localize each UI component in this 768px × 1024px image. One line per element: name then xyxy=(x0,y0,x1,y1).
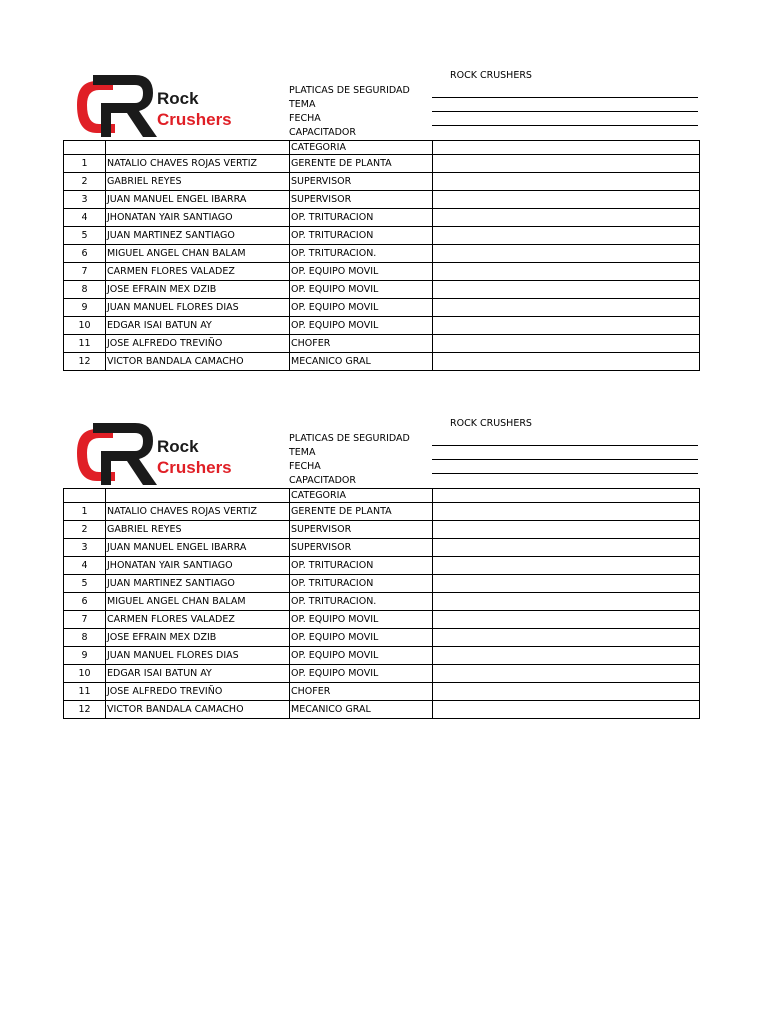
company-name: ROCK CRUSHERS xyxy=(450,70,532,81)
capacitador-label: CAPACITADOR xyxy=(289,475,356,486)
attendance-table xyxy=(63,140,700,371)
signature-cell[interactable] xyxy=(433,209,700,227)
employee-name: VICTOR BANDALA CAMACHO xyxy=(106,701,290,719)
employee-name: JHONATAN YAIR SANTIAGO xyxy=(106,209,290,227)
row-number: 11 xyxy=(64,335,106,353)
signature-cell[interactable] xyxy=(433,263,700,281)
table-header-row xyxy=(64,489,700,503)
fecha-line[interactable] xyxy=(432,125,698,126)
tema-label: TEMA xyxy=(289,447,316,458)
signature-cell[interactable] xyxy=(433,701,700,719)
tema-label: TEMA xyxy=(289,99,316,110)
employee-category: MECANICO GRAL xyxy=(290,701,433,719)
table-row xyxy=(64,245,700,263)
fecha-label: FECHA xyxy=(289,113,321,124)
employee-name: NATALIO CHAVES ROJAS VERTIZ xyxy=(106,155,290,173)
employee-name: GABRIEL REYES xyxy=(106,173,290,191)
employee-name: JHONATAN YAIR SANTIAGO xyxy=(106,557,290,575)
logo-word-crushers: Crushers xyxy=(157,458,232,477)
employee-name: CARMEN FLORES VALADEZ xyxy=(106,263,290,281)
table-row xyxy=(64,503,700,521)
row-number: 2 xyxy=(64,173,106,191)
table-row xyxy=(64,539,700,557)
employee-category: OP. EQUIPO MOVIL xyxy=(290,665,433,683)
logo-word-rock: Rock xyxy=(157,437,199,456)
signature-cell[interactable] xyxy=(433,353,700,371)
table-row xyxy=(64,701,700,719)
employee-name: JOSE EFRAIN MEX DZIB xyxy=(106,629,290,647)
table-row xyxy=(64,575,700,593)
row-number: 8 xyxy=(64,281,106,299)
row-number: 5 xyxy=(64,575,106,593)
row-number: 7 xyxy=(64,263,106,281)
signature-cell[interactable] xyxy=(433,629,700,647)
employee-category: SUPERVISOR xyxy=(290,539,433,557)
company-name: ROCK CRUSHERS xyxy=(450,418,532,429)
employee-category: OP. EQUIPO MOVIL xyxy=(290,299,433,317)
row-number: 5 xyxy=(64,227,106,245)
table-row xyxy=(64,683,700,701)
employee-name: CARMEN FLORES VALADEZ xyxy=(106,611,290,629)
table-row xyxy=(64,299,700,317)
tema-line[interactable] xyxy=(432,111,698,112)
table-row xyxy=(64,665,700,683)
tema-line[interactable] xyxy=(432,459,698,460)
signature-header-cell xyxy=(433,489,700,503)
employee-name: JOSE ALFREDO TREVIÑO xyxy=(106,335,290,353)
row-number: 4 xyxy=(64,557,106,575)
table-row xyxy=(64,263,700,281)
employee-name: MIGUEL ANGEL CHAN BALAM xyxy=(106,245,290,263)
table-row xyxy=(64,611,700,629)
platicas-label: PLATICAS DE SEGURIDAD xyxy=(289,85,410,96)
platicas-line[interactable] xyxy=(432,97,698,98)
row-number: 3 xyxy=(64,191,106,209)
platicas-line[interactable] xyxy=(432,445,698,446)
row-number: 6 xyxy=(64,245,106,263)
table-row xyxy=(64,593,700,611)
employee-name: MIGUEL ANGEL CHAN BALAM xyxy=(106,593,290,611)
table-row xyxy=(64,647,700,665)
signature-cell[interactable] xyxy=(433,539,700,557)
row-number: 2 xyxy=(64,521,106,539)
employee-name: JUAN MANUEL FLORES DIAS xyxy=(106,647,290,665)
signature-cell[interactable] xyxy=(433,683,700,701)
employee-name: NATALIO CHAVES ROJAS VERTIZ xyxy=(106,503,290,521)
signature-cell[interactable] xyxy=(433,155,700,173)
signature-cell[interactable] xyxy=(433,503,700,521)
row-number: 4 xyxy=(64,209,106,227)
logo-r-mark xyxy=(93,75,157,137)
employee-name: JUAN MANUEL ENGEL IBARRA xyxy=(106,191,290,209)
employee-name: JUAN MANUEL ENGEL IBARRA xyxy=(106,539,290,557)
employee-category: SUPERVISOR xyxy=(290,521,433,539)
row-number: 9 xyxy=(64,299,106,317)
table-header-row xyxy=(64,141,700,155)
signature-cell[interactable] xyxy=(433,227,700,245)
employee-category: OP. EQUIPO MOVIL xyxy=(290,263,433,281)
signature-cell[interactable] xyxy=(433,665,700,683)
employee-name: EDGAR ISAI BATUN AY xyxy=(106,317,290,335)
employee-name: JUAN MARTINEZ SANTIAGO xyxy=(106,227,290,245)
signature-cell[interactable] xyxy=(433,335,700,353)
table-row xyxy=(64,209,700,227)
row-number: 7 xyxy=(64,611,106,629)
table-row xyxy=(64,281,700,299)
employee-name: JUAN MARTINEZ SANTIAGO xyxy=(106,575,290,593)
platicas-label: PLATICAS DE SEGURIDAD xyxy=(289,433,410,444)
employee-category: OP. TRITURACION xyxy=(290,209,433,227)
rock-crushers-logo xyxy=(73,75,243,139)
signature-cell[interactable] xyxy=(433,317,700,335)
row-number: 12 xyxy=(64,701,106,719)
category-header-cell: CATEGORIA xyxy=(290,489,433,503)
employee-category: OP. TRITURACION xyxy=(290,575,433,593)
employee-name: EDGAR ISAI BATUN AY xyxy=(106,665,290,683)
signature-cell[interactable] xyxy=(433,647,700,665)
employee-category: OP. TRITURACION xyxy=(290,557,433,575)
employee-category: OP. EQUIPO MOVIL xyxy=(290,629,433,647)
employee-category: SUPERVISOR xyxy=(290,191,433,209)
employee-category: OP. EQUIPO MOVIL xyxy=(290,647,433,665)
table-row xyxy=(64,191,700,209)
logo-r-mark xyxy=(93,423,157,485)
employee-name: JOSE ALFREDO TREVIÑO xyxy=(106,683,290,701)
row-number: 3 xyxy=(64,539,106,557)
attendance-table xyxy=(63,488,700,719)
signature-cell[interactable] xyxy=(433,557,700,575)
signature-cell[interactable] xyxy=(433,245,700,263)
signature-header-cell xyxy=(433,141,700,155)
form-labels xyxy=(289,84,410,140)
table-row xyxy=(64,155,700,173)
table-row xyxy=(64,173,700,191)
signature-cell[interactable] xyxy=(433,191,700,209)
fecha-label: FECHA xyxy=(289,461,321,472)
signature-cell[interactable] xyxy=(433,299,700,317)
table-row xyxy=(64,353,700,371)
row-number: 11 xyxy=(64,683,106,701)
row-number: 10 xyxy=(64,317,106,335)
signature-cell[interactable] xyxy=(433,173,700,191)
employee-category: OP. TRITURACION. xyxy=(290,593,433,611)
row-number: 9 xyxy=(64,647,106,665)
signature-cell[interactable] xyxy=(433,575,700,593)
logo-word-rock: Rock xyxy=(157,89,199,108)
table-row xyxy=(64,557,700,575)
signature-cell[interactable] xyxy=(433,521,700,539)
name-header-cell xyxy=(106,141,290,155)
num-header-cell xyxy=(64,489,106,503)
fecha-line[interactable] xyxy=(432,473,698,474)
employee-category: GERENTE DE PLANTA xyxy=(290,503,433,521)
employee-category: OP. EQUIPO MOVIL xyxy=(290,317,433,335)
row-number: 6 xyxy=(64,593,106,611)
employee-category: MECANICO GRAL xyxy=(290,353,433,371)
table-row xyxy=(64,521,700,539)
employee-name: GABRIEL REYES xyxy=(106,521,290,539)
name-header-cell xyxy=(106,489,290,503)
employee-category: OP. EQUIPO MOVIL xyxy=(290,281,433,299)
employee-name: VICTOR BANDALA CAMACHO xyxy=(106,353,290,371)
num-header-cell xyxy=(64,141,106,155)
employee-category: CHOFER xyxy=(290,683,433,701)
employee-category: SUPERVISOR xyxy=(290,173,433,191)
row-number: 1 xyxy=(64,503,106,521)
rock-crushers-logo xyxy=(73,423,243,487)
employee-category: OP. TRITURACION. xyxy=(290,245,433,263)
table-row xyxy=(64,629,700,647)
employee-name: JUAN MANUEL FLORES DIAS xyxy=(106,299,290,317)
employee-category: OP. TRITURACION xyxy=(290,227,433,245)
table-row xyxy=(64,227,700,245)
signature-cell[interactable] xyxy=(433,593,700,611)
employee-name: JOSE EFRAIN MEX DZIB xyxy=(106,281,290,299)
signature-cell[interactable] xyxy=(433,281,700,299)
form-labels xyxy=(289,432,410,488)
capacitador-label: CAPACITADOR xyxy=(289,127,356,138)
employee-category: OP. EQUIPO MOVIL xyxy=(290,611,433,629)
employee-category: CHOFER xyxy=(290,335,433,353)
row-number: 8 xyxy=(64,629,106,647)
category-header-cell: CATEGORIA xyxy=(290,141,433,155)
row-number: 10 xyxy=(64,665,106,683)
row-number: 12 xyxy=(64,353,106,371)
signature-cell[interactable] xyxy=(433,611,700,629)
employee-category: GERENTE DE PLANTA xyxy=(290,155,433,173)
row-number: 1 xyxy=(64,155,106,173)
logo-word-crushers: Crushers xyxy=(157,110,232,129)
table-row xyxy=(64,335,700,353)
table-row xyxy=(64,317,700,335)
